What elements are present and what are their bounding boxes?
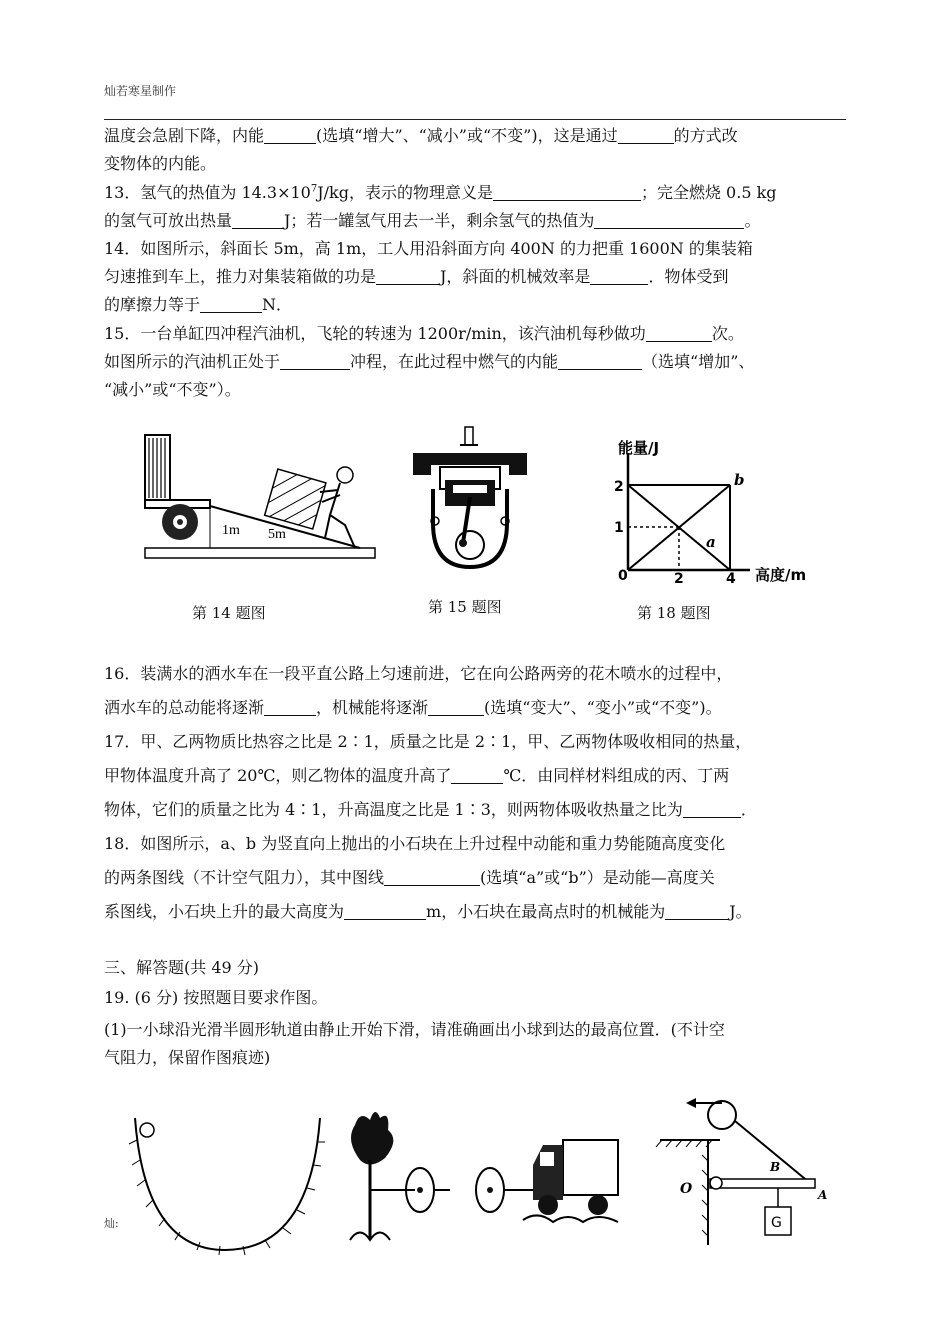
- question-12-continued: 温度会急剧下降，内能 (选填“增大”、“减小”或“不变”)，这是通过 的方式改 变物体的内能。: [104, 126, 738, 173]
- answer-blank: [451, 765, 503, 784]
- svg-text:a: a: [706, 533, 716, 551]
- svg-text:0: 0: [618, 568, 628, 584]
- answer-blank: [428, 697, 484, 716]
- answer-blank: [232, 210, 284, 229]
- figure-15-engine: [405, 425, 535, 575]
- answer-blank: [280, 351, 350, 370]
- svg-text:1: 1: [614, 520, 624, 536]
- answer-blank: [200, 294, 262, 313]
- svg-text:B: B: [770, 1160, 781, 1174]
- answer-blank: [683, 799, 741, 818]
- figure-18-y-axis-label: 能量/J: [618, 439, 660, 457]
- figure-19-lever: [650, 1095, 835, 1250]
- answer-blank: [344, 901, 426, 920]
- answer-blank: [384, 867, 480, 886]
- figure-18-graph: [610, 435, 820, 585]
- svg-text:2: 2: [674, 571, 684, 585]
- figure-19-truck: [468, 1130, 633, 1240]
- answer-blank: [264, 125, 316, 144]
- figure-14-length-label: 5m: [268, 527, 286, 542]
- question-15: 15．一台单缸四冲程汽油机，飞轮的转速为 1200r/min，该汽油机每秒做功 次。 如图所示的汽油机正处于 冲程，在此过程中燃气的内能 （选填“增加”、 “减小”或“不变”）。: [104, 324, 755, 399]
- answer-blank: [376, 266, 440, 285]
- svg-text:O: O: [680, 1181, 693, 1197]
- question-19: 19. (6 分) 按照题目要求作图。 (1)一小球沿光滑半圆形轨道由静止开始下滑，请准确画出小球到达的最高位置．(不计空 气阻力，保留作图痕迹): [104, 988, 725, 1067]
- section-3-title: 三、解答题(共 49 分): [104, 958, 260, 977]
- answer-blank: [665, 901, 729, 920]
- figure-14-caption: 第 14 题图: [192, 604, 266, 622]
- answer-blank: [618, 125, 674, 144]
- answer-blank: [493, 182, 641, 201]
- page-footer: 灿:: [104, 1217, 119, 1230]
- figure-18-caption: 第 18 题图: [637, 604, 711, 622]
- header-rule: [104, 119, 846, 120]
- answer-blank: [558, 351, 642, 370]
- figure-19-track: [125, 1110, 330, 1260]
- question-14: 14．如图所示，斜面长 5m，高 1m，工人用沿斜面方向 400N 的力把重 1600N 的集装箱 匀速推到车上，推力对集装箱做的功是 J，斜面的机械效率是 ．物体受到 的摩擦力等于 N．: [104, 239, 753, 314]
- question-18: 18．如图所示，a、b 为竖直向上抛出的小石块在上升过程中动能和重力势能随高度变化 的两条图线（不计空气阻力），其中图线 (选填“a”或“b”）是动能—高度关 系图线，小石块上升的最大高度为 m，小石块在最高点时的机械能为 J。: [104, 834, 752, 921]
- svg-text:A: A: [818, 1188, 828, 1202]
- svg-text:2: 2: [614, 479, 624, 495]
- figure-14-incline: [140, 430, 380, 570]
- page-header: 灿若寒星制作: [104, 84, 177, 98]
- answer-blank: [646, 323, 712, 342]
- question-17: 17．甲、乙两物质比热容之比是 2∶1，质量之比是 2∶1，甲、乙两物体吸收相同的热量， 甲物体温度升高了 20℃，则乙物体的温度升高了 ℃．由同样材料组成的丙、丁两 物体，它们的质量之比为 4∶1，升高温度之比是 1∶3，则两物体吸收热量之比为 ．: [104, 732, 757, 819]
- svg-text:G: G: [771, 1215, 782, 1231]
- answer-blank: [264, 697, 316, 716]
- figure-19-tree-wheel: [340, 1100, 460, 1250]
- answer-blank: [590, 266, 648, 285]
- svg-text:b: b: [734, 471, 745, 489]
- figure-15-caption: 第 15 题图: [428, 598, 502, 616]
- figure-18-x-axis-label: 高度/m: [755, 566, 807, 584]
- answer-blank: [594, 210, 744, 229]
- question-13: 13．氢气的热值为 $14.3\times 10^7J/kg$，表示的物理意义是 ；完全燃烧 0.5 kg 的氢气可放出热量 J；若一罐氢气用去一半，剩余氢气的热值为 。: [104, 183, 777, 230]
- question-16: 16．装满水的洒水车在一段平直公路上匀速前进，它在向公路两旁的花木喷水的过程中， 洒水车的总动能将逐渐 ，机械能将逐渐 (选填“变大”、“变小”或“不变”)。: [104, 664, 733, 717]
- svg-text:4: 4: [726, 571, 736, 585]
- figure-14-height-label: 1m: [222, 523, 240, 538]
